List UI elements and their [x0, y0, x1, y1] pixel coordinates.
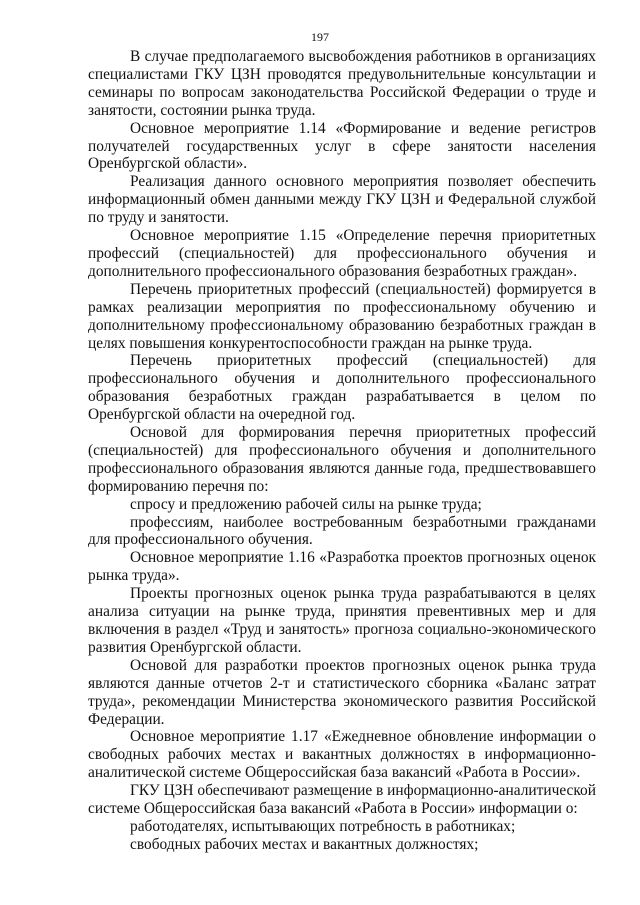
list-item-demanded-professions: профессиям, наиболее востребованным безработными гражданами для профессионального обучения. [88, 513, 596, 549]
list-item-labor-supply-demand: спросу и предложению рабочей силы на рынке труда; [130, 495, 482, 513]
list-item-vacancies: свободных рабочих местах и вакантных должностях; [130, 835, 479, 853]
paragraph-vacancy-database: ГКУ ЦЗН обеспечивают размещение в информационно-аналитической системе Общероссийская база вакансий «Работа в России» информации о: [88, 782, 596, 818]
document-body [88, 48, 596, 854]
paragraph-measure-1-15: Основное мероприятие 1.15 «Определение перечня приоритетных профессий (специальностей) для профессионального обучения и дополнительного профессионального образования безработных граждан». [88, 227, 596, 280]
paragraph-measure-1-16: Основное мероприятие 1.16 «Разработка проектов прогнозных оценок рынка труда». [88, 549, 596, 585]
paragraph-priority-list-basis: Основой для формирования перечня приоритетных профессий (специальностей) для профессионального обучения и дополнительного профессионального образования являются данные года, предшествовавшего формированию перечня по: [88, 424, 596, 495]
list-item-employers: работодателях, испытывающих потребность в работниках; [130, 817, 516, 835]
paragraph-priority-list-formation: Перечень приоритетных профессий (специальностей) формируется в рамках реализации мероприятия по профессиональному обучению и дополнительному профессиональному образованию безработных граждан в целях повышения конкурентоспособности граждан на рынке труда. [88, 280, 596, 352]
paragraph-information-exchange: Реализация данного основного мероприятия позволяет обеспечить информационный обмен данными между ГКУ ЦЗН и Федеральной службой по труду и занятости. [88, 173, 596, 227]
paragraph-layoff-consultations: В случае предполагаемого высвобождения работников в организациях специалистами ГКУ ЦЗН проводятся предувольнительные консультации и семинары по вопросам законодательства Российской Федерации о труде и занятости, состоянии рынка труда. [88, 48, 596, 119]
paragraph-measure-1-17: Основное мероприятие 1.17 «Ежедневное обновление информации о свободных рабочих местах и вакантных должностях в информационно-аналитической системе Общероссийская база вакансий «Работа в России». [88, 728, 596, 782]
paragraph-measure-1-14: Основное мероприятие 1.14 «Формирование и ведение регистров получателей государственных услуг в сфере занятости населения Оренбургской области». [88, 119, 596, 173]
page-number: 197 [311, 30, 329, 44]
paragraph-priority-list-development: Перечень приоритетных профессий (специальностей) для профессионального обучения и дополнительного профессионального образования безработных граждан разрабатывается в целом по Оренбургской области на очередной год. [88, 352, 596, 424]
paragraph-forecast-purpose: Проекты прогнозных оценок рынка труда разрабатываются в целях анализа ситуации на рынке труда, принятия превентивных мер и для включения в раздел «Труд и занятость» прогноза социально-экономического развития Оренбургской области. [88, 585, 596, 656]
paragraph-forecast-basis: Основой для разработки проектов прогнозных оценок рынка труда являются данные отчетов 2-т и статистического сборника «Баланс затрат труда», рекомендации Министерства экономического развития Российской Федерации. [88, 656, 596, 728]
